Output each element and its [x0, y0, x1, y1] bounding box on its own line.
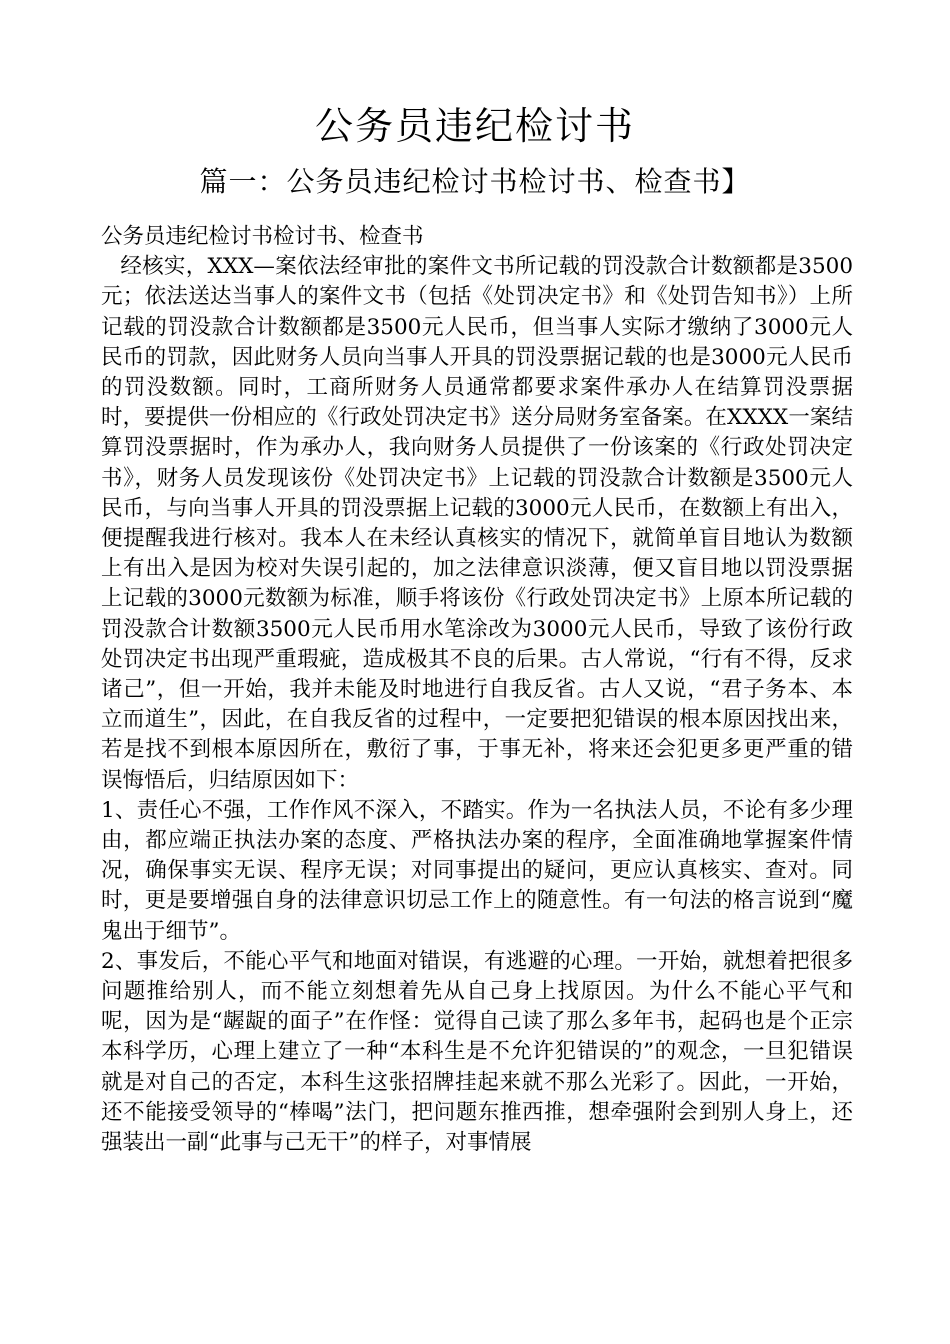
body-paragraph: 经核实，XXX—案依法经审批的案件文书所记载的罚没款合计数额都是3500元；依法送达当事人的案件文书（包括《处罚决定书》和《处罚告知书》）上所记载的罚没款合计数额都是3500元人民币，但当事人实际才缴纳了3000元人民币的罚款，因此财务人员向当事人开具的罚没票据记载的也是3000元人民币的罚没数额。同时，工商所财务人员通常都要求案件承办人在结算罚没票据时，要提供一份相应的《行政处罚决定书》送分局财务室备案。在XXXX一案结算罚没票据时，作为承办人，我向财务人员提供了一份该案的《行政处罚决定书》，财务人员发现该份《处罚决定书》上记载的罚没款合计数额是3500元人民币，与向当事人开具的罚没票据上记载的3000元人民币，在数额上有出入，便提醒我进行核对。我本人在未经认真核实的情况下，就简单盲目地认为数额上有出入是因为校对失误引起的，加之法律意识淡薄，便又盲目地以罚没票据上记载的3000元数额为标准，顺手将该份《行政处罚决定书》上原本所记载的罚没款合计数额3500元人民币用水笔涂改为3000元人民币，导致了该份行政处罚决定书出现严重瑕疵，造成极其不良的后果。古人常说，“行有不得，反求诸己”，但一开始，我并未能及时地进行自我反省。古人又说，“君子务本、本立而道生”，因此，在自我反省的过程中，一定要把犯错误的根本原因找出来，若是找不到根本原因所在，敷衍了事，于事无补，将来还会犯更多更严重的错误悔悟后，归结原因如下：	[101, 254, 853, 793]
document-subtitle: 篇一：公务员违纪检讨书检讨书、检查书】	[199, 165, 751, 198]
document-body	[101, 222, 853, 1158]
document-title: 公务员违纪检讨书	[314, 104, 635, 148]
section-heading: 公务员违纪检讨书检讨书、检查书	[101, 224, 424, 249]
reason-item-1: 1、责任心不强，工作作风不深入，不踏实。作为一名执法人员，不论有多少理由，都应端正执法办案的态度、严格执法办案的程序，全面准确地掌握案件情况，确保事实无误、程序无误；对同事提出的疑问，更应认真核实、查对。同时，更是要增强自身的法律意识切忌工作上的随意性。有一句法的格言说到“魔鬼出于细节”。	[101, 797, 853, 944]
reason-item-2: 2、事发后，不能心平气和地面对错误，有逃避的心理。一开始，就想着把很多问题推给别人，而不能立刻想着先从自己身上找原因。为什么不能心平气和呢，因为是“龌龊的面子”在作怪：觉得自己读了那么多年书，起码也是个正宗本科学历，心理上建立了一种“本科生是不允许犯错误的”的观念，一旦犯错误就是对自己的否定，本科生这张招牌挂起来就不那么光彩了。因此，一开始，还不能接受领导的“棒喝”法门，把问题东推西推，想牵强附会到别人身上，还强装出一副“此事与己无干”的样子，对事情展	[101, 948, 853, 1156]
